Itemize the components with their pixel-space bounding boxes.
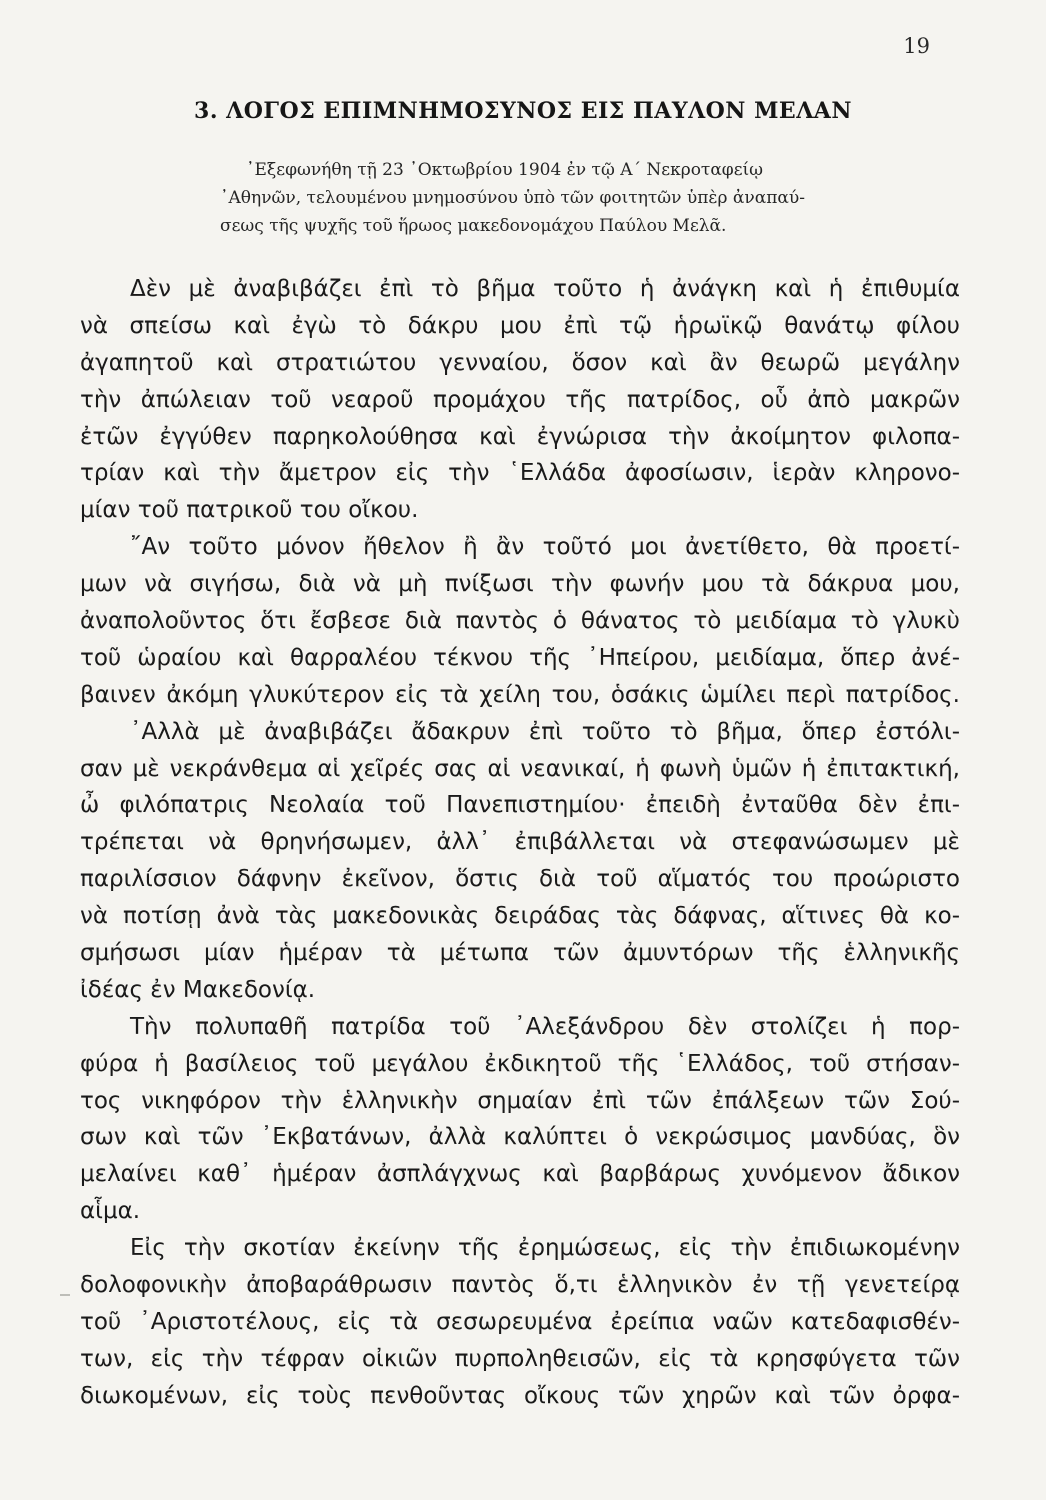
text-line: σων καὶ τῶν ᾿Εκβατάνων, ἀλλὰ καλύπτει ὁ νεκρώσιμος μανδύας, ὃν <box>80 1124 960 1151</box>
text-line: δολοφονικὴν ἀποβαράθρωσιν παντὸς ὅ,τι ἑλληνικὸν ἐν τῇ γενετείρᾳ <box>80 1272 960 1299</box>
text-line: των, εἰς τὴν τέφραν οἰκιῶν πυρποληθεισῶν, εἰς τὰ κρησφύγετα τῶν <box>80 1345 960 1372</box>
text-line: τρίαν καὶ τὴν ἄμετρον εἰς τὴν ῾Ελλάδα ἀφοσίωσιν, ἱερὰν κληρονο- <box>80 460 960 487</box>
text-line: μελαίνει καθ᾿ ἡμέραν ἀσπλάγχνως καὶ βαρβάρως χυνόμενον ἄδικον <box>80 1161 960 1188</box>
text-line: παριλίσσιον δάφνην ἐκεῖνον, ὅστις διὰ τοῦ αἵματός του προώριστο <box>80 866 960 893</box>
text-line: ἰδέας ἐν Μακεδονίᾳ. <box>80 976 316 1003</box>
text-line: τρέπεται νὰ θρηνήσωμεν, ἀλλ᾿ ἐπιβάλλεται νὰ στεφανώσωμεν μὲ <box>80 829 960 856</box>
dedication-line: ᾿Αθηνῶν, τελουμένου μνημοσύνου ὑπὸ τῶν φοιτητῶν ὑπὲρ ἀναπαύ- <box>220 188 805 208</box>
speech-body <box>80 271 960 1415</box>
chapter-title: 3. ΛΟΓΟΣ ΕΠΙΜΝΗΜΟΣΥΝΟΣ ΕΙΣ ΠΑΥΛΟΝ ΜΕΛΑΝ <box>194 98 852 124</box>
text-line: διωκομένων, εἰς τοὺς πενθοῦντας οἴκους τῶν χηρῶν καὶ τῶν ὀρφα- <box>80 1382 960 1409</box>
text-line: Τὴν πολυπαθῆ πατρίδα τοῦ ᾿Αλεξάνδρου δὲν στολίζει ἡ πορ- <box>130 1013 960 1040</box>
text-line: νὰ σπείσω καὶ ἐγὼ τὸ δάκρυ μου ἐπὶ τῷ ἡρωϊκῷ θανάτῳ φίλου <box>80 312 960 339</box>
scan-artifact <box>60 1294 70 1296</box>
text-line: τὴν ἀπώλειαν τοῦ νεαροῦ προμάχου τῆς πατρίδος, οὗ ἀπὸ μακρῶν <box>80 386 960 413</box>
text-line: σαν μὲ νεκράνθεμα αἱ χεῖρές σας αἱ νεανικαί, ἡ φωνὴ ὑμῶν ἡ ἐπιτακτική, <box>80 755 960 782</box>
text-line: νὰ ποτίσῃ ἀνὰ τὰς μακεδονικὰς δειράδας τὰς δάφνας, αἵτινες θὰ κο- <box>80 903 960 930</box>
text-line: μίαν τοῦ πατρικοῦ του οἴκου. <box>80 497 419 524</box>
text-line: τος νικηφόρον τὴν ἑλληνικὴν σημαίαν ἐπὶ τῶν ἐπάλξεων τῶν Σού- <box>80 1087 960 1114</box>
text-line: ῎Αν τοῦτο μόνον ἤθελον ἢ ἂν τοῦτό μοι ἀνετίθετο, θὰ προετί- <box>130 534 960 561</box>
text-line: ὦ φιλόπατρις Νεολαία τοῦ Πανεπιστημίου· ἐπειδὴ ἐνταῦθα δὲν ἐπι- <box>80 792 960 819</box>
text-line: ἐτῶν ἐγγύθεν παρηκολούθησα καὶ ἐγνώρισα τὴν ἀκοίμητον φιλοπα- <box>80 423 960 450</box>
dedication-note <box>220 156 960 240</box>
text-line: βαινεν ἀκόμη γλυκύτερον εἰς τὰ χείλη του, ὁσάκις ὡμίλει περὶ πατρίδος. <box>80 681 960 708</box>
text-line: ἀναπολοῦντος ὅτι ἔσβεσε διὰ παντὸς ὁ θάνατος τὸ μειδίαμα τὸ γλυκὺ <box>80 608 960 635</box>
text-line: Δὲν μὲ ἀναβιβάζει ἐπὶ τὸ βῆμα τοῦτο ἡ ἀνάγκη καὶ ἡ ἐπιθυμία <box>130 276 960 302</box>
text-line: ᾿Αλλὰ μὲ ἀναβιβάζει ἄδακρυν ἐπὶ τοῦτο τὸ βῆμα, ὅπερ ἐστόλι- <box>130 718 960 745</box>
dedication-line: σεως τῆς ψυχῆς τοῦ ἥρωος μακεδονομάχου Παύλου Μελᾶ. <box>220 216 727 236</box>
text-line: ἀγαπητοῦ καὶ στρατιώτου γενναίου, ὅσον καὶ ἂν θεωρῶ μεγάλην <box>80 349 960 376</box>
text-line: σμήσωσι μίαν ἡμέραν τὰ μέτωπα τῶν ἀμυντόρων τῆς ἑλληνικῆς <box>80 940 960 967</box>
text-line: φύρα ἡ βασίλειος τοῦ μεγάλου ἐκδικητοῦ τῆς ῾Ελλάδος, τοῦ στήσαν- <box>80 1050 960 1077</box>
text-line: Εἰς τὴν σκοτίαν ἐκείνην τῆς ἐρημώσεως, εἰς τὴν ἐπιδιωκομένην <box>130 1235 960 1262</box>
text-line: αἷμα. <box>80 1198 141 1225</box>
dedication-line: ᾿Εξεφωνήθη τῇ 23 ᾿Οκτωβρίου 1904 ἐν τῷ Α΄ Νεκροταφείῳ <box>246 160 764 180</box>
page-number: 19 <box>903 34 930 58</box>
text-line: μων νὰ σιγήσω, διὰ νὰ μὴ πνίξωσι τὴν φωνήν μου τὰ δάκρυα μου, <box>80 571 960 598</box>
text-line: τοῦ ὡραίου καὶ θαρραλέου τέκνου τῆς ᾿Ηπείρου, μειδίαμα, ὅπερ ἀνέ- <box>80 644 960 671</box>
text-line: τοῦ ᾿Αριστοτέλους, εἰς τὰ σεσωρευμένα ἐρείπια ναῶν κατεδαφισθέν- <box>80 1308 960 1335</box>
